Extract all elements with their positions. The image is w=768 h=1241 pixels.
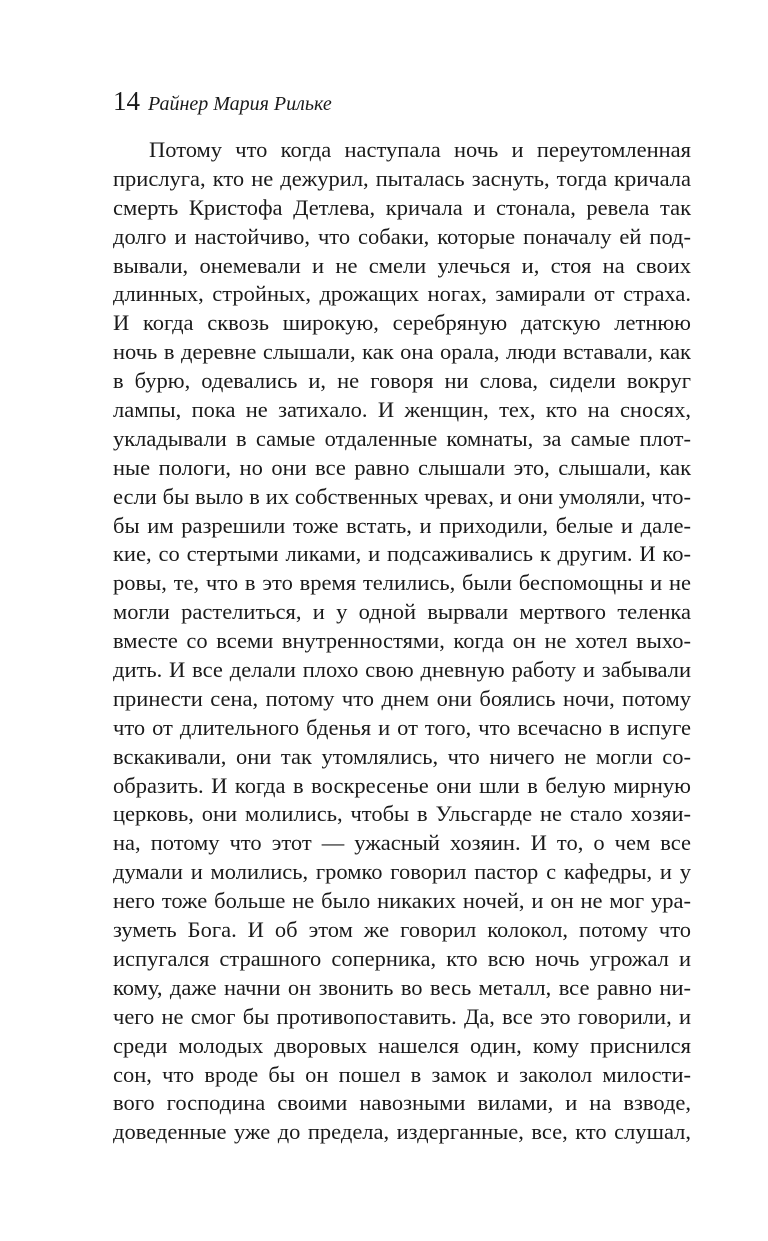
text-line: что от длительного бденья и от того, что всечасно в испуге	[113, 714, 691, 740]
text-line: долго и настойчиво, что собаки, которые поначалу ей под-	[113, 223, 691, 249]
text-line: в бурю, одевались и, не говоря ни слова, сидели вокруг	[113, 368, 691, 394]
running-head	[113, 85, 332, 122]
text-line: испугался страшного соперника, кто всю ночь угрожал и	[113, 945, 691, 971]
text-line: если бы выло в их собственных чревах, и они умоляли, что-	[113, 483, 691, 509]
page-number: 14	[113, 86, 140, 116]
text-line: зуметь Бога. И об этом же говорил колокол, потому что	[113, 917, 691, 943]
text-line: вывали, онемевали и не смели улечься и, стоя на своих	[113, 252, 691, 278]
text-line: вместе со всеми внутренностями, когда он не хотел выхо-	[113, 628, 691, 654]
text-line: ночь в деревне слышали, как она орала, люди вставали, как	[113, 339, 691, 365]
text-line: вого господина своими навозными вилами, и на взводе,	[113, 1090, 691, 1116]
text-line: прислуга, кто не дежурил, пыталась заснуть, тогда кричала	[113, 165, 691, 191]
text-line: него тоже больше не было никаких ночей, и он не мог ура-	[113, 888, 691, 914]
text-line: бы им разрешили тоже встать, и приходили, белые и дале-	[113, 512, 691, 538]
text-line: вскакивали, они так утомлялись, что ничего не могли со-	[113, 743, 691, 769]
body-text	[113, 136, 691, 1147]
text-line: думали и молились, громко говорил пастор с кафедры, и у	[113, 859, 691, 885]
text-line: длинных, стройных, дрожащих ногах, замирали от страха.	[113, 281, 691, 307]
text-line: И когда сквозь широкую, серебряную датскую летнюю	[113, 310, 691, 336]
running-head-author: Райнер Мария Рильке	[148, 93, 332, 115]
text-line: смерть Кристофа Детлева, кричала и стонала, ревела так	[113, 194, 691, 220]
text-line: сон, что вроде бы он пошел в замок и заколол милости-	[113, 1061, 691, 1087]
text-line: кие, со стертыми ликами, и подсаживались к другим. И ко-	[113, 541, 691, 567]
text-line: чего не смог бы противопоставить. Да, все это говорили, и	[113, 1003, 691, 1029]
text-line: ровы, те, что в это время телились, были беспомощны и не	[113, 570, 691, 596]
text-line: среди молодых дворовых нашелся один, кому приснился	[113, 1032, 691, 1058]
text-line: ные пологи, но они все равно слышали это, слышали, как	[113, 454, 691, 480]
text-line: укладывали в самые отдаленные комнаты, за самые плот-	[113, 425, 691, 451]
text-line: церковь, они молились, чтобы в Ульсгарде не стало хозяи-	[113, 801, 691, 827]
text-line: Потому что когда наступала ночь и переутомленная	[149, 137, 691, 162]
text-line: лампы, пока не затихало. И женщин, тех, кто на сносях,	[113, 397, 691, 423]
text-line: могли растелиться, и у одной вырвали мертвого теленка	[113, 599, 691, 625]
text-line: образить. И когда в воскресенье они шли в белую мирную	[113, 772, 691, 798]
text-line: на, потому что этот — ужасный хозяин. И то, о чем все	[113, 830, 691, 856]
text-line: кому, даже начни он звонить во весь металл, все равно ни-	[113, 974, 691, 1000]
text-line: доведенные уже до предела, издерганные, все, кто слушал,	[113, 1119, 691, 1145]
text-line: принести сена, потому что днем они боялись ночи, потому	[113, 685, 691, 711]
text-line: дить. И все делали плохо свою дневную работу и забывали	[113, 657, 691, 683]
